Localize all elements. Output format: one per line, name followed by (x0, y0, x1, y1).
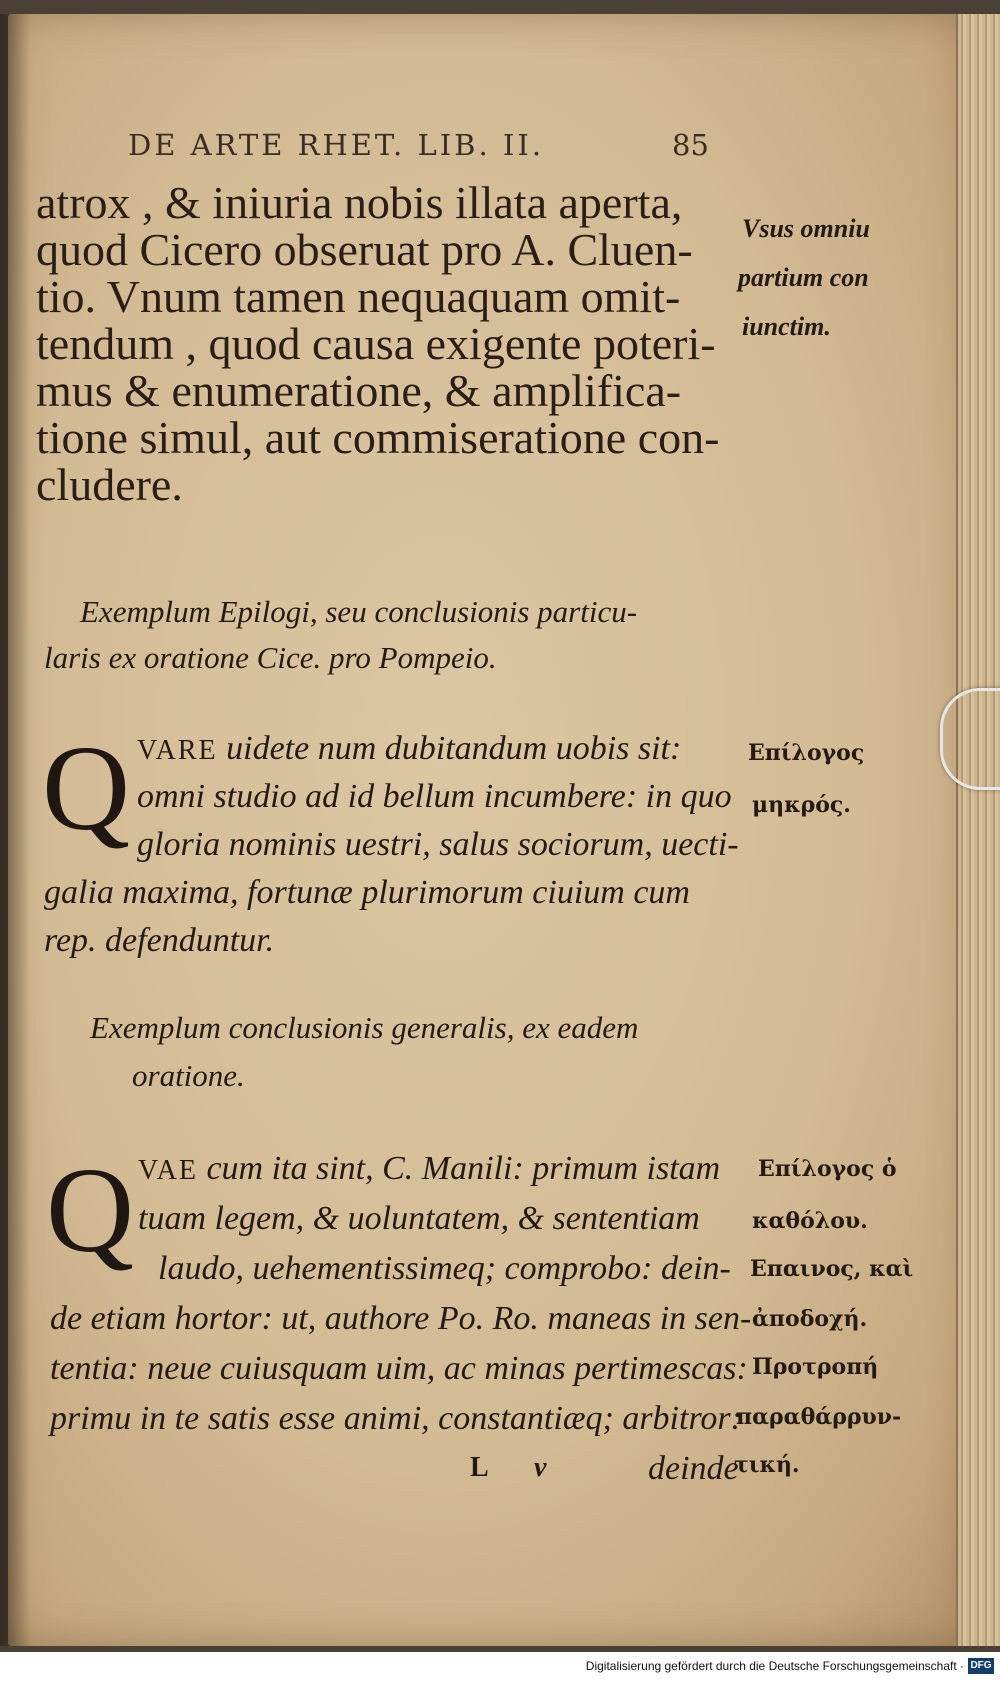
quote-line (137, 730, 681, 768)
body-line: atrox , & iniuria nobis illata aperta, (36, 177, 683, 228)
page-edges (956, 14, 1000, 1646)
body-line: tio. Vnum tamen nequaquam omit- (36, 271, 681, 322)
quote-line: galia maxima, fortunæ plurimorum ciuium cum (44, 874, 690, 911)
margin-note-line: Vsus omniu (742, 214, 870, 243)
body-line: tione simul, aut commiseratione con- (36, 412, 720, 463)
quote-caps: VAE (138, 1155, 198, 1186)
quote-line: rep. defenduntur. (44, 922, 275, 959)
greek-line: Προτροπή (752, 1354, 879, 1380)
catchword: deinde (648, 1450, 739, 1487)
page-clip (940, 688, 1000, 790)
page-number: 85 (672, 128, 709, 162)
quote-line: omni studio ad id bellum incumbere: in quo (137, 778, 732, 815)
heading-line: oratione. (132, 1058, 245, 1093)
drop-cap: Q (46, 1143, 135, 1278)
greek-line: Επίλογος ὁ (758, 1156, 897, 1182)
greek-line: ἀποδοχή. (752, 1306, 868, 1332)
quote-line: tentia: neue cuiusquam uim, ac minas pertimescas: (50, 1350, 748, 1387)
greek-line: παραθάρρυν- (736, 1404, 902, 1430)
footer-bar (0, 1652, 1000, 1681)
margin-note-line: partium con (738, 263, 869, 292)
body-line: quod Cicero obseruat pro A. Cluen- (36, 224, 693, 275)
quote-line: primu in te satis esse animi, constantiæq; arbitror: (50, 1400, 742, 1437)
greek-line: καθόλου. (752, 1208, 868, 1234)
quote-line: de etiam hortor: ut, authore Po. Ro. maneas in sen- (50, 1300, 752, 1337)
signature-number: v (534, 1452, 547, 1483)
running-header (128, 128, 709, 162)
signature-mark: L (470, 1452, 489, 1483)
drop-cap: Q (42, 721, 131, 856)
quote-line: laudo, uehementissimeq; comprobo: dein- (158, 1250, 731, 1287)
greek-line: Επίλογος (748, 740, 865, 766)
footer-credit: Digitalisierung gefördert durch die Deutsche Forschungsgemeinschaft · (585, 1659, 964, 1673)
spine-shadow (0, 14, 30, 1646)
greek-line: μηκρός. (752, 792, 851, 818)
header-title: DE ARTE RHET. LIB. II. (128, 128, 545, 162)
quote-line-text: uidete num dubitandum uobis sit: (226, 730, 682, 767)
margin-note-line: iunctim. (742, 312, 831, 341)
quote-line: gloria nominis uestri, salus sociorum, uecti- (137, 826, 739, 863)
body-line: mus & enumeratione, & amplifica- (36, 365, 682, 416)
dfg-logo: DFG (968, 1658, 994, 1674)
greek-line: τική. (734, 1452, 800, 1478)
body-line: cludere. (36, 459, 183, 510)
heading-line: laris ex oratione Cice. pro Pompeio. (44, 640, 497, 675)
quote-line: tuam legem, & uoluntatem, & sententiam (138, 1200, 700, 1237)
quote-line (138, 1150, 720, 1188)
greek-line: Επαινος, καὶ (750, 1256, 914, 1282)
heading-line: Exemplum conclusionis generalis, ex eadem (90, 1010, 639, 1045)
heading-line: Exemplum Epilogi, seu conclusionis particu- (80, 594, 638, 629)
body-line: tendum , quod causa exigente poteri- (36, 318, 716, 369)
quote-line-text: cum ita sint, C. Manili: primum istam (206, 1150, 721, 1187)
quote-caps: VARE (137, 735, 218, 766)
